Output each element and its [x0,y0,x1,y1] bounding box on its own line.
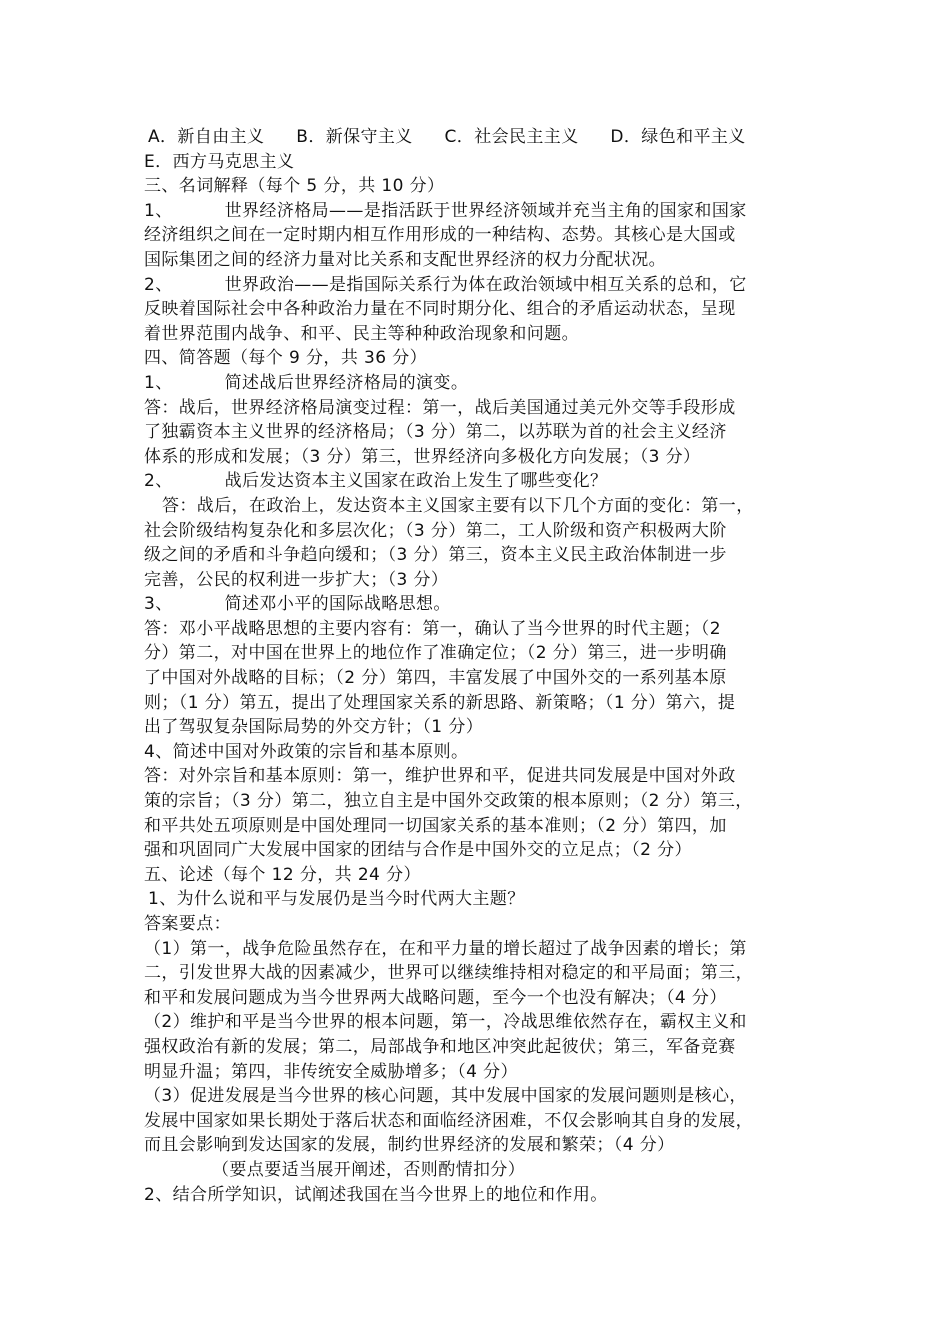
question-3-line [144,592,816,617]
section-heading-essay: 五、论述（每个 12 分，共 24 分） [144,864,421,885]
option-a: A．新自由主义 [148,127,265,147]
answer-line: 强权政治有新的发展；第二，局部战争和地区冲突此起彼伏；第三，军备竞赛 [144,1036,736,1057]
answer-line: 了中国对外战略的目标；（2 分）第四，丰富发展了中国外交的一系列基本原 [144,668,727,689]
answer-line: 完善，公民的权利进一步扩大；（3 分） [144,569,449,590]
answer-line: 出了驾驭复杂国际局势的外交方针；（1 分） [144,717,484,738]
item-number: 2、 [144,274,173,295]
term-1-line [144,199,816,224]
choice-options-row [144,125,816,150]
answer-key-label: 答案要点： [144,914,231,934]
answer-line: 则；（1 分）第五，提出了处理国家关系的新思路、新策略；（1 分）第六，提 [144,692,736,713]
paragraph-line: 经济组织之间在一定时期内相互作用形成的一种结构、态势。其核心是大国或 [144,225,736,246]
answer-line: 二，引发世界大战的因素减少，世界可以继续维持相对稳定的和平局面；第三， [144,963,753,984]
answer-line: 答：战后，世界经济格局演变过程：第一，战后美国通过美元外交等手段形成 [144,397,736,418]
question-2-line [144,469,816,494]
question-4-line: 4、简述中国对外政策的宗旨和基本原则。 [144,741,469,762]
option-b: B．新保守主义 [296,127,413,147]
paragraph-line: 着世界范围内战争、和平、民主等种种政治现象和问题。 [144,323,579,344]
answer-line: （1）第一，战争危险虽然存在，在和平力量的增长超过了战争因素的增长；第 [144,938,747,959]
answer-line: 分）第二，对中国在世界上的地位作了准确定位；（2 分）第三，进一步明确 [144,643,727,664]
option-d: D．绿色和平主义 [610,127,746,147]
option-e: E．西方马克思主义 [144,151,295,172]
answer-line: （3）促进发展是当今世界的核心问题，其中发展中国家的发展问题则是核心， [144,1086,747,1107]
essay-question-2: 2、结合所学知识，试阐述我国在当今世界上的地位和作用。 [144,1184,608,1205]
answer-line: 社会阶级结构复杂化和多层次化；（3 分）第二，工人阶级和资产积极两大阶 [144,520,727,541]
answer-line: 答：战后，在政治上，发达资本主义国家主要有以下几个方面的变化：第一， [162,495,754,516]
answer-line: 和平共处五项原则是中国处理同一切国家关系的基本准则；（2 分）第四，加 [144,815,727,836]
term-2-line [144,273,816,298]
answer-line: 和平和发展问题成为当今世界两大战略问题，至今一个也没有解决；（4 分） [144,987,727,1008]
term-1-definition: 世界经济格局——是指活跃于世界经济领域并充当主角的国家和国家 [224,200,747,221]
section-heading-term-definitions: 三、名词解释（每个 5 分，共 10 分） [144,176,445,197]
term-2-definition: 世界政治——是指国际关系行为体在政治领域中相互关系的总和，它 [224,274,747,295]
option-c: C．社会民主主义 [444,127,579,147]
grading-note: （要点要适当展开阐述，否则酌情扣分） [212,1159,526,1180]
answer-line: 答：对外宗旨和基本原则：第一，维护世界和平，促进共同发展是中国对外政 [144,766,736,787]
item-number: 2、 [144,471,173,492]
answer-line: 体系的形成和发展；（3 分）第三，世界经济向多极化方向发展；（3 分） [144,446,701,467]
section-heading-short-answer: 四、简答题（每个 9 分，共 36 分） [144,348,428,369]
answer-line: 而且会影响到发达国家的发展，制约世界经济的发展和繁荣；（4 分） [144,1135,675,1156]
item-number: 1、 [144,200,173,221]
question-3-text: 简述邓小平的国际战略思想。 [224,594,451,615]
answer-line: （2）维护和平是当今世界的根本问题，第一，冷战思维依然存在，霸权主义和 [144,1012,747,1033]
answer-line: 明显升温；第四，非传统安全威胁增多；（4 分） [144,1061,518,1082]
answer-line: 答：邓小平战略思想的主要内容有：第一，确认了当今世界的时代主题；（2 [144,618,721,639]
question-1-text: 简述战后世界经济格局的演变。 [224,372,469,393]
document-body [144,125,816,1207]
answer-line: 级之间的矛盾和斗争趋向缓和；（3 分）第三，资本主义民主政治体制进一步 [144,545,727,566]
essay-question-1: 1、为什么说和平与发展仍是当今时代两大主题？ [148,889,525,910]
question-1-line [144,371,816,396]
answer-line: 了独霸资本主义世界的经济格局；（3 分）第二，以苏联为首的社会主义经济 [144,422,727,443]
paragraph-line: 反映着国际社会中各种政治力量在不同时期分化、组合的矛盾运动状态，呈现 [144,299,736,320]
item-number: 3、 [144,594,173,615]
item-number: 1、 [144,372,173,393]
answer-line: 策的宗旨；（3 分）第二，独立自主是中国外交政策的根本原则；（2 分）第三， [144,791,753,812]
question-2-text: 战后发达资本主义国家在政治上发生了哪些变化？ [224,471,608,492]
answer-line: 发展中国家如果长期处于落后状态和面临经济困难，不仅会影响其自身的发展， [144,1110,753,1131]
paragraph-line: 国际集团之间的经济力量对比关系和支配世界经济的权力分配状况。 [144,249,666,270]
answer-line: 强和巩固同广大发展中国家的团结与合作是中国外交的立足点；（2 分） [144,840,692,861]
